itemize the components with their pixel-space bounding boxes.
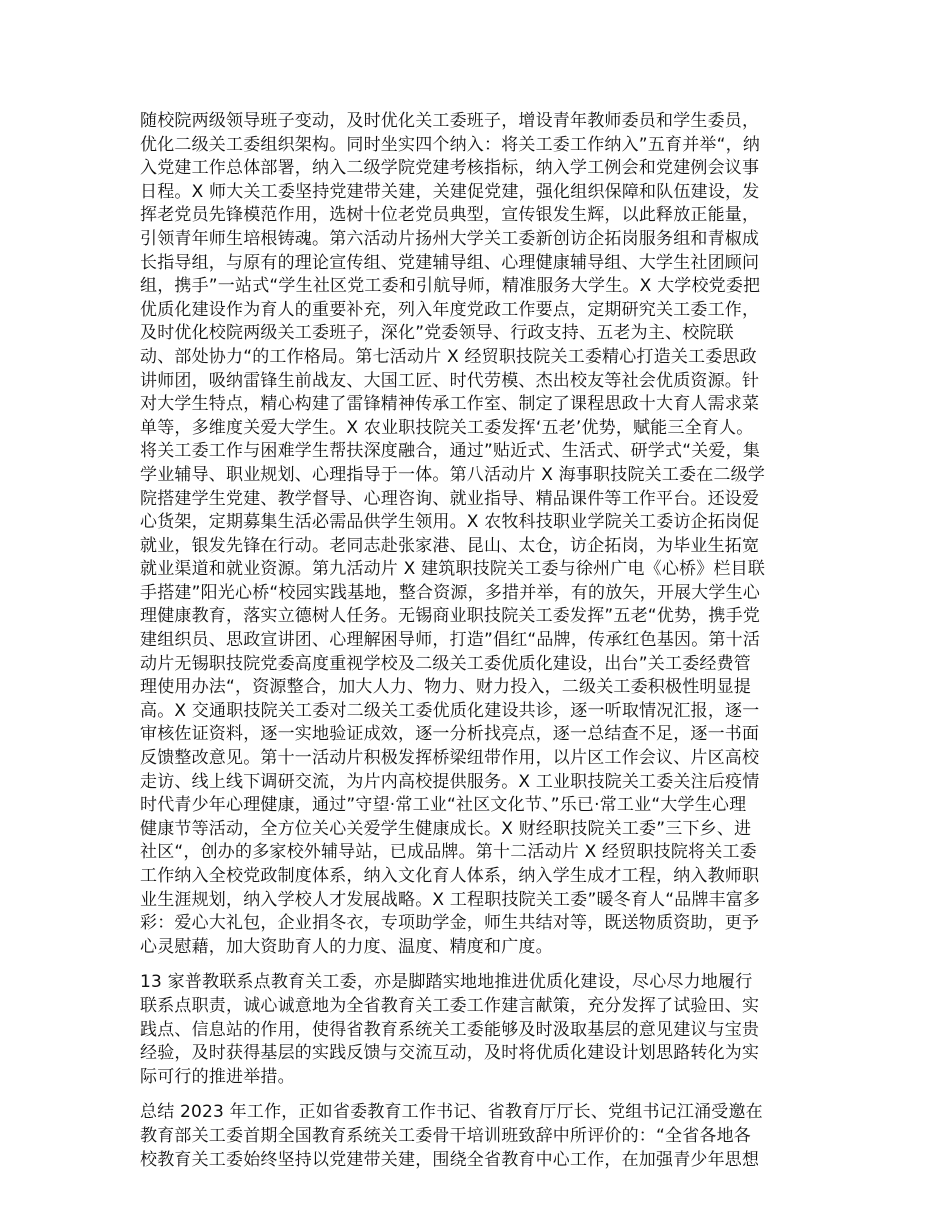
body-paragraph-3: 总结 2023 年工作，正如省委教育工作书记、省教育厅厅长、党组书记江涌受邀在 教育部关工委首期全国教育系统关工委骨干培训班致辞中所评价的：“全省各地各 校教育关工委始终坚持以党建带关建，围绕全省教育中心工作，在加强青少年思想 (140, 1102, 763, 1170)
body-paragraph-2: 13 家普教联系点教育关工委，亦是脚踏实地地推进优质化建设，尽心尽力地履行 联系点职责，诚心诚意地为全省教育关工委工作建言献策，充分发挥了试验田、实 践点、信息站的作用，使得省教育系统关工委能够及时汲取基层的意见建议与宝贵 经验，及时获得基层的实践反馈与交流互动，及时将优质化建设计划思路转化为实 际可行的推进举措。 (140, 972, 760, 1087)
document-page (140, 110, 812, 1172)
body-paragraph-1: 随校院两级领导班子变动，及时优化关工委班子，增设青年教师委员和学生委员， 优化二级关工委组织架构。同时坐实四个纳入：将关工委工作纳入”五育并举“，纳 入党建工作总体部署，纳入二级学院党建考核指标，纳入学工例会和党建例会议事 日程。X 师大关工委坚持党建带关建，关建促党建，强化组织保障和队伍建设，发 挥老党员先锋模范作用，选树十位老党员典型，宣传银发生辉，以此释放正能量， 引领青年师生培根铸魂。第六活动片扬州大学关工委新创访企拓岗服务组和青椒成 长指导组，与原有的理论宣传组、党建辅导组、心理健康辅导组、大学生社团顾问 组，携手”一站式“学生社区党工委和引航导师，精准服务大学生。X 大学校党委把 优质化建设作为育人的重要补充，列入年度党政工作要点，定期研究关工委工作， 及时优化校院两级关工委班子，深化”党委领导、行政支持、五老为主、校院联 动、部处协力“的工作格局。第七活动片 X 经贸职技院关工委精心打造关工委思政 讲师团，吸纳雷锋生前战友、大国工匠、时代劳模、杰出校友等社会优质资源。针 对大学生特点，精心构建了雷锋精神传承工作室、制定了课程思政十大育人需求菜 单等，多维度关爱大学生。X 农业职技院关工委发挥‘五老’优势，赋能三全育人。 将关工委工作与困难学生帮扶深度融合，通过”贴近式、生活式、研学式“关爱，集 学业辅导、职业规划、心理指导于一体。第八活动片 X 海事职技院关工委在二级学 院搭建学生党建、教学督导、心理咨询、就业指导、精品课件等工作平台。还设爱 心货架，定期募集生活必需品供学生领用。X 农牧科技职业学院关工委访企拓岗促 就业，银发先锋在行动。老同志赴张家港、昆山、太仓，访企拓岗，为毕业生拓宽 就业渠道和就业资源。第九活动片 X 建筑职技院关工委与徐州广电《心桥》栏目联 手搭建”阳光心桥“校园实践基地，整合资源，多措并举，有的放矢，开展大学生心 理健康教育，落实立德树人任务。无锡商业职技院关工委发挥”五老“优势，携手党 建组织员、思政宣讲团、心理解困导师，打造”倡红“品牌，传承红色基因。第十活 动片无锡职技院党委高度重视学校及二级关工委优质化建设，出台”关工委经费管 理使用办法“，资源整合，加大人力、物力、财力投入，二级关工委积极性明显提 高。X 交通职技院关工委对二级关工委优质化建设共诊，逐一听取情况汇报，逐一 审核佐证资料，逐一实地验证成效，逐一分析找亮点，逐一总结查不足，逐一书面 反馈整改意见。第十一活动片积极发挥桥梁纽带作用，以片区工作会议、片区高校 走访、线上线下调研交流，为片内高校提供服务。X 工业职技院关工委关注后疫情 时代青少年心理健康，通过”守望·常工业“社区文化节、”乐已·常工业“大学生心理 健康节等活动，全方位关心关爱学生健康成长。X 财经职技院关工委”三下乡、进 社区“，创办的多家校外辅导站，已成品牌。第十二活动片 X 经贸职技院将关工委 工作纳入全校党政制度体系，纳入文化育人体系，纳入学生成才工程，纳入教师职 业生涯规划，纳入学校人才发展战略。X 工程职技院关工委”暖冬育人“品牌丰富多 彩：爱心大礼包，企业捐冬衣，专项助学金，师生共结对等，既送物质资助，更予 心灵慰藉，加大资助育人的力度、温度、精度和广度。 (140, 111, 766, 957)
